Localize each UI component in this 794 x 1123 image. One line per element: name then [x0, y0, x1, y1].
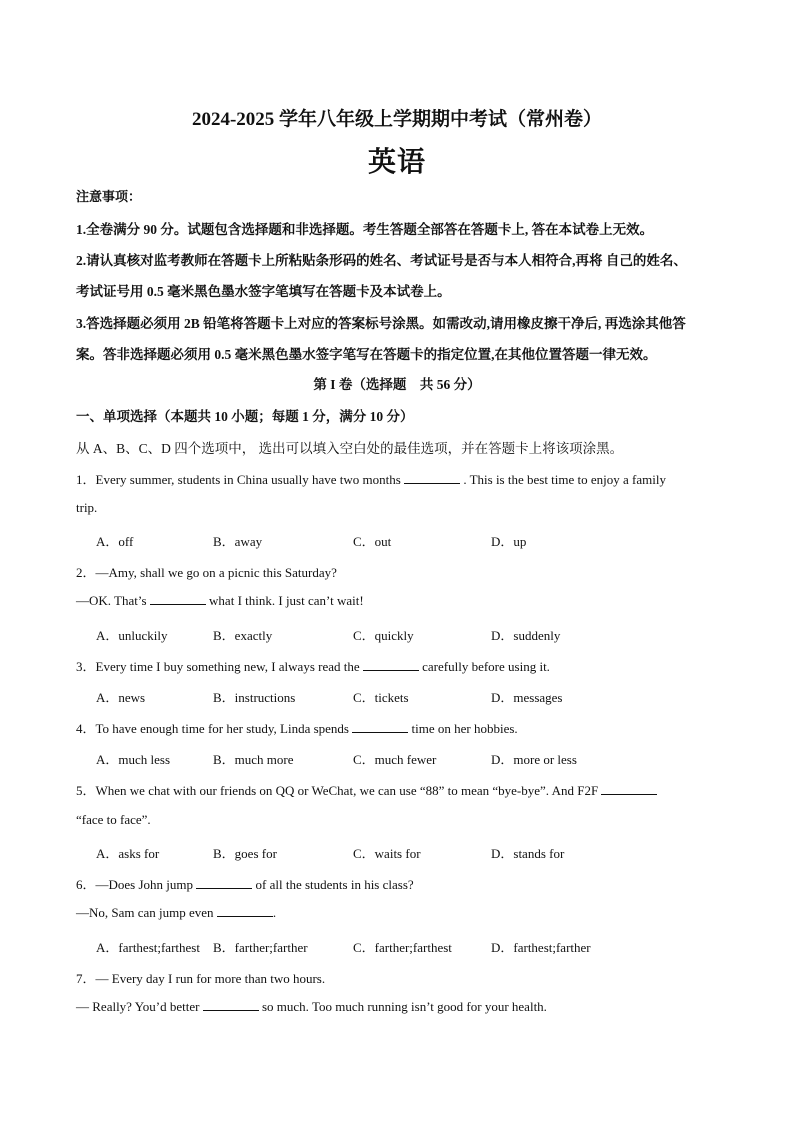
question-2-text-end: what I think. I just can’t wait!: [205, 593, 364, 608]
question-6-line-1: [76, 874, 414, 893]
question-4-stem: [76, 718, 518, 737]
question-2-option-d: D．suddenly: [491, 628, 561, 643]
question-6-option-a: A．farthest;farthest: [96, 940, 200, 955]
question-4-option-c: C．much fewer: [353, 752, 437, 767]
question-6-text: 6．—Does John jump: [76, 877, 197, 892]
notice-item-3-line-2: 案。答非选择题必须用 0.5 毫米黑色墨水签字笔写在答题卡的指定位置,在其他位置答题一律无效。: [76, 347, 657, 362]
question-6-option-b: B．farther;farther: [213, 940, 308, 955]
answer-blank: [404, 473, 460, 484]
notice-item-3-line-1: 3.答选择题必须用 2B 铅笔将答题卡上对应的答案标号涂黑。如需改动,请用橡皮擦干净后, 再选涂其他答: [76, 316, 686, 331]
question-6-text-2: —No, Sam can jump even: [76, 905, 217, 920]
answer-blank: [352, 722, 408, 733]
question-3-option-d: D．messages: [491, 690, 563, 705]
question-4-text: 4．To have enough time for her study, Linda spends: [76, 721, 353, 736]
notice-item-2-line-1: 2.请认真核对监考教师在答题卡上所粘贴条形码的姓名、考试证号是否与本人相符合,再将 自己的姓名、: [76, 253, 687, 268]
question-3-option-b: B．instructions: [213, 690, 296, 705]
question-7-line-2: [76, 999, 547, 1015]
question-3-stem: [76, 656, 550, 675]
question-3-option-a: A．news: [96, 690, 146, 705]
question-7-text-end: so much. Too much running isn’t good for your health.: [258, 999, 547, 1014]
answer-blank: [217, 906, 273, 917]
question-5-continuation: “face to face”.: [76, 812, 151, 827]
question-2-option-c: C．quickly: [353, 628, 414, 643]
answer-blank: [601, 784, 657, 795]
question-2-line-1: 2．—Amy, shall we go on a picnic this Saturday?: [76, 565, 337, 580]
part-heading: 一、单项选择（本题共 10 小题；每题 1 分，满分 10 分）: [76, 409, 414, 424]
question-4-option-d: D．more or less: [491, 752, 577, 767]
part-instruction: 从 A、B、C、D 四个选项中， 选出可以填入空白处的最佳选项，并在答题卡上将该项涂黑。: [76, 441, 624, 456]
question-5-option-c: C．waits for: [353, 846, 421, 861]
question-6-option-c: C．farther;farthest: [353, 940, 452, 955]
question-3-text-end: carefully before using it.: [418, 659, 550, 674]
notice-item-1: 1.全卷满分 90 分。试题包含选择题和非选择题。考生答题全部答在答题卡上, 答在本试卷上无效。: [76, 222, 654, 237]
question-1-option-c: C．out: [353, 534, 392, 549]
question-2-option-a: A．unluckily: [96, 628, 168, 643]
question-6-text-end: of all the students in his class?: [252, 877, 414, 892]
question-2-option-b: B．exactly: [213, 628, 273, 643]
question-7-line-1: 7．— Every day I run for more than two hours.: [76, 971, 326, 986]
question-3-option-c: C．tickets: [353, 690, 409, 705]
question-5-stem: [76, 780, 657, 799]
question-5-option-b: B．goes for: [213, 846, 277, 861]
question-1-option-b: B．away: [213, 534, 263, 549]
question-4-option-b: B．much more: [213, 752, 294, 767]
question-7-text: — Really? You’d better: [76, 999, 203, 1014]
question-5-text: 5．When we chat with our friends on QQ or WeChat, we can use “88” to mean “bye-bye”. And F2F: [76, 783, 602, 798]
question-1-text-end: . This is the best time to enjoy a family: [460, 472, 666, 487]
question-5-option-a: A．asks for: [96, 846, 160, 861]
answer-blank: [203, 1000, 259, 1011]
question-1-stem: [76, 469, 666, 488]
question-5-option-d: D．stands for: [491, 846, 565, 861]
answer-blank: [150, 594, 206, 605]
question-2-text: —OK. That’s: [76, 593, 150, 608]
question-6-text-2-end: .: [272, 905, 277, 920]
section-title: 第 I 卷（选择题 共 56 分）: [313, 377, 481, 392]
subject-title: 英语: [367, 147, 426, 178]
question-6-line-2: [76, 905, 276, 921]
question-2-line-2: [76, 593, 364, 609]
question-1-text: 1．Every summer, students in China usually have two months: [76, 472, 405, 487]
answer-blank: [196, 878, 252, 889]
question-1-option-d: D．up: [491, 534, 527, 549]
question-4-option-a: A．much less: [96, 752, 171, 767]
question-6-option-d: D．farthest;farther: [491, 940, 591, 955]
notice-item-2-line-2: 考试证号用 0.5 毫米黑色墨水签字笔填写在答题卡及本试卷上。: [76, 284, 451, 299]
exam-title: 2024-2025 学年八年级上学期期中考试（常州卷）: [191, 109, 603, 130]
question-1-option-a: A．off: [96, 534, 134, 549]
question-1-continuation: trip.: [76, 500, 98, 515]
question-3-text: 3．Every time I buy something new, I always read the: [76, 659, 363, 674]
notice-heading: 注意事项：: [76, 189, 142, 204]
answer-blank: [363, 660, 419, 671]
question-4-text-end: time on her hobbies.: [408, 721, 518, 736]
